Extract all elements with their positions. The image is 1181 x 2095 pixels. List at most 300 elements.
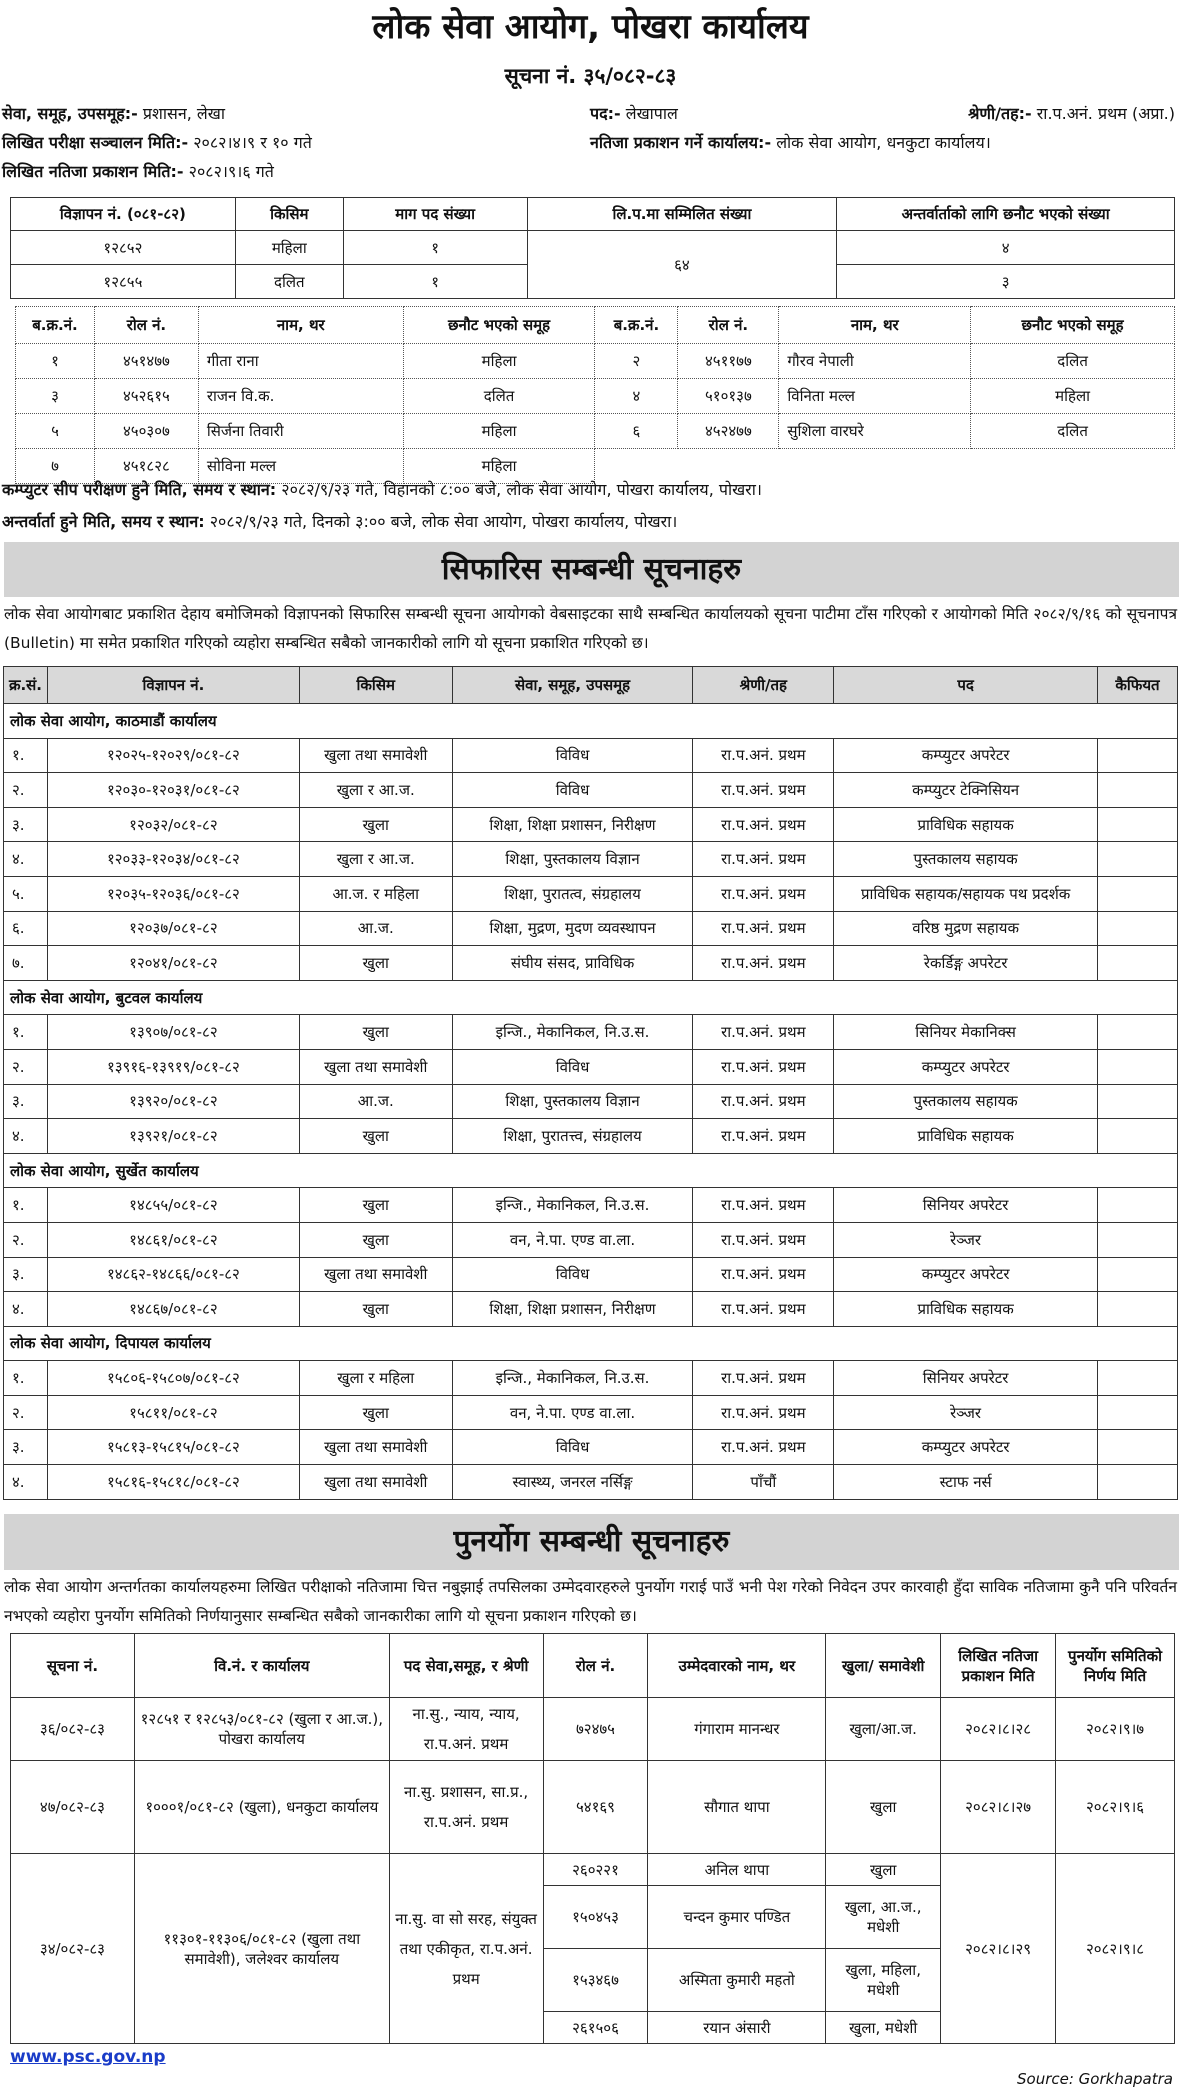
table-cell: ४.: [4, 1292, 48, 1327]
table-cell: सिनियर अपरेटर: [834, 1361, 1098, 1396]
candidate-name: अस्मिता कुमारी महतो: [648, 1949, 826, 2012]
table-cell: रा.प.अनं. प्रथम: [693, 946, 834, 981]
table-cell: वन, ने.पा. एण्ड वा.ला.: [452, 1222, 693, 1257]
table-cell: १४८६१/०८१-८२: [47, 1222, 299, 1257]
table-cell: [1097, 1119, 1177, 1154]
table-row: [4, 1188, 1178, 1223]
decision-date: २०८२।९।६: [1056, 1761, 1175, 1854]
notice-number: सूचना नं. ३५/०८२-८३: [504, 64, 677, 88]
table-cell: १२८५५: [11, 265, 236, 299]
recommendation-paragraph: लोक सेवा आयोगबाट प्रकाशित देहाय बमोजिमको विज्ञापनको सिफारिस सम्बन्धी सूचना आयोगको वेबसाइटका साथै सम्बन्धित कार्यालयको सूचना पाटीमा टाँस गरिएको र आयोगको मिति २०८२/९/१६ को सूचनापत्र (Bulletin) मा समेत प्रकाशित गरिएको व्यहोरा सम्बन्धित सबैको जानकारीको लागि यो सूचना प्रकाशित गरिएको छ।: [4, 605, 1177, 652]
table-cell: खुला: [299, 946, 452, 981]
table-cell: [1097, 1015, 1177, 1050]
table-cell: ६.: [4, 911, 48, 946]
table-row: [4, 738, 1178, 773]
column-header: ब.क्र.नं.: [595, 307, 678, 344]
table-cell: रेकर्डिङ्ग अपरेटर: [834, 946, 1098, 981]
table-cell: ७: [16, 449, 95, 484]
recommendation-table: [3, 666, 1178, 1500]
table-cell: १: [343, 265, 527, 299]
column-header: सेवा, समूह, उपसमूह: [452, 667, 693, 704]
table-cell: [1097, 738, 1177, 773]
candidate-name: सौगात थापा: [648, 1761, 826, 1854]
table-cell: १३९२०/०८१-८२: [47, 1084, 299, 1119]
table-cell: ४५१४७७: [94, 344, 198, 379]
column-header: पद: [834, 667, 1098, 704]
post-value: लेखापाल: [625, 104, 678, 123]
table-cell: [1097, 773, 1177, 808]
table-cell: दलित: [235, 265, 343, 299]
table-cell: ५: [16, 414, 95, 449]
table-row: [4, 1015, 1178, 1050]
table-cell: १२०३२/०८१-८२: [47, 807, 299, 842]
table-cell: १५८११/०८१-८२: [47, 1395, 299, 1430]
review-paragraph: लोक सेवा आयोग अन्तर्गतका कार्यालयहरुमा लिखित परीक्षाको नतिजामा चित्त नबुझाई तपसिलका उम्मेदवारहरुले पुनर्योग गराई पाउँ भनी पेश गरेको निवेदन उपर कारवाही हुँदा साविक नतिजामा कुनै पनि परिवर्तन नभएको व्यहोरा पुनर्योग समितिको निर्णयानुसार सम्बन्धित सबैको जानकारीका लागि यो सूचना प्रकाशन गरिएको छ।: [4, 1578, 1177, 1625]
table-cell: १२०३७/०८१-८२: [47, 911, 299, 946]
table-cell: स्टाफ नर्स: [834, 1465, 1098, 1500]
review-section-title: पुनर्योग सम्बन्धी सूचनाहरु: [4, 1514, 1179, 1570]
candidate-name: चन्दन कुमार पण्डित: [648, 1886, 826, 1949]
service-label: सेवा, समूह, उपसमूह:-: [2, 104, 138, 123]
advertisement-office: १२८५१ र १२८५३/०८१-८२ (खुला र आ.ज.), पोखरा कार्यालय: [134, 1698, 389, 1761]
column-header: किसिम: [299, 667, 452, 704]
table-row: [4, 1222, 1178, 1257]
column-header: अन्तर्वार्ताको लागि छनौट भएको संख्या: [837, 198, 1175, 231]
table-cell: २.: [4, 1395, 48, 1430]
skill-test-info: [2, 478, 762, 500]
roll-number: ७२४७५: [543, 1698, 648, 1761]
table-cell: शिक्षा, शिक्षा प्रशासन, निरीक्षण: [452, 807, 693, 842]
table-cell: [1097, 1222, 1177, 1257]
level-value: रा.प.अनं. प्रथम (अप्रा.): [1036, 104, 1175, 123]
table-cell: रा.प.अनं. प्रथम: [693, 1049, 834, 1084]
column-header: कैफियत: [1097, 667, 1177, 704]
advertisement-office: ११३०१-११३०६/०८१-८२ (खुला तथा समावेशी), जलेश्वर कार्यालय: [134, 1854, 389, 2044]
office-info: [590, 131, 991, 153]
table-cell: २.: [4, 1049, 48, 1084]
table-cell: विविध: [452, 1049, 693, 1084]
table-cell: १५८१३-१५८१५/०८१-८२: [47, 1430, 299, 1465]
header-row: [11, 198, 1175, 231]
table-cell: आ.ज.: [299, 911, 452, 946]
table-cell: १२०४१/०८१-८२: [47, 946, 299, 981]
table-cell: रेञ्जर: [834, 1395, 1098, 1430]
table-cell: खुला तथा समावेशी: [299, 1430, 452, 1465]
table-cell: रा.प.अनं. प्रथम: [693, 1222, 834, 1257]
table-cell: आ.ज. र महिला: [299, 876, 452, 911]
table-cell: सोविना मल्ल: [198, 449, 403, 484]
table-cell: रा.प.अनं. प्रथम: [693, 1430, 834, 1465]
table-cell: १.: [4, 1188, 48, 1223]
table-cell: खुला: [299, 1015, 452, 1050]
office-group-row: [4, 980, 1178, 1015]
table-cell: ३.: [4, 1430, 48, 1465]
table-cell: महिला: [235, 231, 343, 265]
table-row: [4, 1430, 1178, 1465]
table-cell: रा.प.अनं. प्रथम: [693, 1188, 834, 1223]
column-header: उम्मेदवारको नाम, थर: [648, 1634, 826, 1698]
table-cell: १४८६२-१४८६६/०८१-८२: [47, 1257, 299, 1292]
table-row: [4, 1292, 1178, 1327]
table-cell: प्राविधिक सहायक: [834, 1292, 1098, 1327]
column-header: रोल नं.: [543, 1634, 648, 1698]
review-table: [10, 1633, 1175, 2044]
table-cell: २.: [4, 773, 48, 808]
table-cell: शिक्षा, पुस्तकालय विज्ञान: [452, 1084, 693, 1119]
column-header: ब.क्र.नं.: [16, 307, 95, 344]
column-header: सूचना नं.: [11, 1634, 135, 1698]
table-row: [4, 1465, 1178, 1500]
table-cell: रा.प.अनं. प्रथम: [693, 1015, 834, 1050]
table-cell: [1097, 1292, 1177, 1327]
table-cell: रा.प.अनं. प्रथम: [693, 807, 834, 842]
candidates-table: [15, 306, 1175, 484]
table-cell: खुला: [299, 1292, 452, 1327]
table-cell: खुला: [299, 807, 452, 842]
table-cell: पाँचौं: [693, 1465, 834, 1500]
table-row: [16, 344, 1175, 379]
column-header: रोल नं.: [678, 307, 779, 344]
table-row: [4, 807, 1178, 842]
table-cell: प्राविधिक सहायक: [834, 1119, 1098, 1154]
column-header: किसिम: [235, 198, 343, 231]
table-cell: ४५२४७७: [678, 414, 779, 449]
office-name: लोक सेवा आयोग, बुटवल कार्यालय: [4, 980, 1178, 1015]
table-cell: ७.: [4, 946, 48, 981]
table-row: [11, 1854, 1175, 1886]
header-row: [16, 307, 1175, 344]
decision-date: २०८२।९।७: [1056, 1698, 1175, 1761]
table-cell: ३.: [4, 1257, 48, 1292]
table-cell: रा.प.अनं. प्रथम: [693, 842, 834, 877]
candidate-group: खुला/आ.ज.: [826, 1698, 941, 1761]
table-cell: २.: [4, 1222, 48, 1257]
table-cell: विनिता मल्ल: [779, 379, 971, 414]
table-cell: शिक्षा, मुद्रण, मुदण व्यवस्थापन: [452, 911, 693, 946]
skill-test-value: २०८२/९/२३ गते, विहानको ८:०० बजे, लोक सेवा आयोग, पोखरा कार्यालय, पोखरा।: [281, 480, 762, 499]
candidate-group: खुला, मधेशी: [826, 2012, 941, 2044]
table-cell: शिक्षा, पुरातत्त्व, संग्रहालय: [452, 1119, 693, 1154]
interview-label: अन्तर्वार्ता हुने मिति, समय र स्थान:: [2, 512, 205, 531]
candidate-group: खुला, आ.ज., मधेशी: [826, 1886, 941, 1949]
table-cell: १३९०७/०८१-८२: [47, 1015, 299, 1050]
office-group-row: [4, 704, 1178, 739]
table-cell: ३.: [4, 807, 48, 842]
candidate-group: खुला, महिला, मधेशी: [826, 1949, 941, 2012]
result-date: २०८२।८।२९: [941, 1854, 1056, 2044]
decision-date: २०८२।९।८: [1056, 1854, 1175, 2044]
table-cell: रा.प.अनं. प्रथम: [693, 1084, 834, 1119]
table-cell: विविध: [452, 1430, 693, 1465]
table-row: [4, 1119, 1178, 1154]
table-cell: ४: [595, 379, 678, 414]
table-cell: महिला: [403, 344, 595, 379]
candidate-group: खुला: [826, 1761, 941, 1854]
table-cell: महिला: [971, 379, 1175, 414]
table-cell: इन्जि., मेकानिकल, नि.उ.स.: [452, 1188, 693, 1223]
table-cell: रा.प.अनं. प्रथम: [693, 1119, 834, 1154]
table-cell: खुला: [299, 1119, 452, 1154]
column-header: खुला/ समावेशी: [826, 1634, 941, 1698]
table-cell: रा.प.अनं. प्रथम: [693, 1257, 834, 1292]
exam-date-info: [2, 131, 312, 153]
notice-number: ४७/०८२-८३: [11, 1761, 135, 1854]
table-cell: खुला र आ.ज.: [299, 773, 452, 808]
candidate-group: खुला: [826, 1854, 941, 1886]
result-date: २०८२।८।२७: [941, 1761, 1056, 1854]
table-cell: रा.प.अनं. प्रथम: [693, 1292, 834, 1327]
table-cell: ३.: [4, 1084, 48, 1119]
post-service: ना.सु., न्याय, न्याय, रा.प.अनं. प्रथम: [389, 1698, 543, 1761]
column-header: श्रेणी/तह: [693, 667, 834, 704]
table-cell: [1097, 1257, 1177, 1292]
table-cell: ४५०३०७: [94, 414, 198, 449]
column-header: विज्ञापन नं. (०८१-८२): [11, 198, 236, 231]
table-cell: [1097, 876, 1177, 911]
table-cell: खुला र महिला: [299, 1361, 452, 1396]
table-cell: [1097, 1049, 1177, 1084]
table-cell: खुला तथा समावेशी: [299, 738, 452, 773]
table-cell: आ.ज.: [299, 1084, 452, 1119]
table-cell: ६: [595, 414, 678, 449]
table-cell: १३९२१/०८१-८२: [47, 1119, 299, 1154]
candidate-name: रयान अंसारी: [648, 2012, 826, 2044]
roll-number: ५४१६९: [543, 1761, 648, 1854]
notice-number: ३४/०८२-८३: [11, 1854, 135, 2044]
result-date: २०८२।८।२८: [941, 1698, 1056, 1761]
result-value: २०८२।९।६ गते: [188, 162, 274, 181]
result-date-info: [2, 160, 274, 182]
table-cell: सिर्जना तिवारी: [198, 414, 403, 449]
table-cell: रेञ्जर: [834, 1222, 1098, 1257]
column-header: नाम, थर: [198, 307, 403, 344]
table-cell: ४५२६१५: [94, 379, 198, 414]
office-label: नतिजा प्रकाशन गर्ने कार्यालय:-: [590, 133, 772, 152]
table-cell: दलित: [971, 414, 1175, 449]
table-cell: १: [16, 344, 95, 379]
participants-count: ६४: [527, 231, 837, 299]
roll-number: २६१५०६: [543, 2012, 648, 2044]
recommendation-section-title: सिफारिस सम्बन्धी सूचनाहरु: [4, 542, 1179, 597]
office-value: लोक सेवा आयोग, धनकुटा कार्यालय।: [776, 133, 991, 152]
table-row: [4, 946, 1178, 981]
table-cell: कम्प्युटर अपरेटर: [834, 1049, 1098, 1084]
table-cell: वन, ने.पा. एण्ड वा.ला.: [452, 1395, 693, 1430]
table-cell: १२०२५-१२०२९/०८१-८२: [47, 738, 299, 773]
table-cell: १.: [4, 738, 48, 773]
table-cell: १२०३५-१२०३६/०८१-८२: [47, 876, 299, 911]
office-name: लोक सेवा आयोग, काठमाडौं कार्यालय: [4, 704, 1178, 739]
interview-info: [2, 510, 677, 532]
post-label: पद:-: [590, 104, 621, 123]
table-cell: इन्जि., मेकानिकल, नि.उ.स.: [452, 1015, 693, 1050]
table-row: [11, 1698, 1175, 1761]
roll-number: १५३४६७: [543, 1949, 648, 2012]
table-cell: प्राविधिक सहायक: [834, 807, 1098, 842]
column-header: छनौट भएको समूह: [971, 307, 1175, 344]
table-cell: १२०३३-१२०३४/०८१-८२: [47, 842, 299, 877]
table-cell: सिनियर अपरेटर: [834, 1188, 1098, 1223]
table-cell: दलित: [403, 379, 595, 414]
table-cell: शिक्षा, पुरातत्व, संग्रहालय: [452, 876, 693, 911]
table-cell: १४८६७/०८१-८२: [47, 1292, 299, 1327]
table-cell: खुला तथा समावेशी: [299, 1049, 452, 1084]
table-row: [4, 911, 1178, 946]
post-service: ना.सु. वा सो सरह, संयुक्त तथा एकीकृत, रा.प.अनं. प्रथम: [389, 1854, 543, 2044]
table-cell: संघीय संसद, प्राविधिक: [452, 946, 693, 981]
table-cell: राजन वि.क.: [198, 379, 403, 414]
table-cell: विविध: [452, 1257, 693, 1292]
table-cell: गौरव नेपाली: [779, 344, 971, 379]
table-cell: दलित: [971, 344, 1175, 379]
interview-value: २०८२/९/२३ गते, दिनको ३:०० बजे, लोक सेवा आयोग, पोखरा कार्यालय, पोखरा।: [209, 512, 678, 531]
table-row: [4, 1049, 1178, 1084]
table-cell: गीता राना: [198, 344, 403, 379]
candidate-name: अनिल थापा: [648, 1854, 826, 1886]
table-cell: १४८५५/०८१-८२: [47, 1188, 299, 1223]
office-name: लोक सेवा आयोग, दिपायल कार्यालय: [4, 1326, 1178, 1361]
roll-number: १५०४५३: [543, 1886, 648, 1949]
advertisement-office: १०००१/०८१-८२ (खुला), धनकुटा कार्यालय: [134, 1761, 389, 1854]
header-row: [11, 1634, 1175, 1698]
table-cell: पुस्तकालय सहायक: [834, 1084, 1098, 1119]
table-cell: शिक्षा, शिक्षा प्रशासन, निरीक्षण: [452, 1292, 693, 1327]
table-cell: खुला तथा समावेशी: [299, 1465, 452, 1500]
column-header: पद सेवा,समूह, र श्रेणी: [389, 1634, 543, 1698]
table-cell: सुशिला वारघरे: [779, 414, 971, 449]
table-cell: स्वास्थ्य, जनरल नर्सिङ्ग: [452, 1465, 693, 1500]
result-label: लिखित नतिजा प्रकाशन मिति:-: [2, 162, 184, 181]
summary-table: [10, 197, 1175, 299]
table-cell: रा.प.अनं. प्रथम: [693, 911, 834, 946]
column-header: विज्ञापन नं.: [47, 667, 299, 704]
table-cell: महिला: [403, 414, 595, 449]
skill-test-label: कम्प्युटर सीप परीक्षण हुने मिति, समय र स्थान:: [2, 480, 277, 499]
table-cell: सिनियर मेकानिक्स: [834, 1015, 1098, 1050]
table-row: [4, 842, 1178, 877]
table-cell: रा.प.अनं. प्रथम: [693, 876, 834, 911]
table-cell: खुला: [299, 1395, 452, 1430]
table-cell: १५८१६-१५८१८/०८१-८२: [47, 1465, 299, 1500]
candidate-name: गंगाराम मानन्धर: [648, 1698, 826, 1761]
table-cell: प्राविधिक सहायक/सहायक पथ प्रदर्शक: [834, 876, 1098, 911]
table-cell: [1097, 1465, 1177, 1500]
column-header: लि.प.मा सम्मिलित संख्या: [527, 198, 837, 231]
table-row: [11, 231, 1175, 265]
exam-value: २०८२।४।९ र १० गते: [193, 133, 312, 152]
level-info: [968, 102, 1175, 124]
table-cell: खुला: [299, 1222, 452, 1257]
table-row: [4, 876, 1178, 911]
table-row: [16, 414, 1175, 449]
table-cell: महिला: [403, 449, 595, 484]
notice-number: ३६/०८२-८३: [11, 1698, 135, 1761]
table-cell: कम्प्युटर अपरेटर: [834, 1257, 1098, 1292]
table-cell: १: [343, 231, 527, 265]
table-cell: ५.: [4, 876, 48, 911]
column-header: वि.नं. र कार्यालय: [134, 1634, 389, 1698]
table-cell: कम्प्युटर अपरेटर: [834, 738, 1098, 773]
table-cell: १.: [4, 1361, 48, 1396]
table-cell: रा.प.अनं. प्रथम: [693, 1395, 834, 1430]
table-cell: विविध: [452, 773, 693, 808]
office-group-row: [4, 1326, 1178, 1361]
table-cell: ४.: [4, 842, 48, 877]
table-cell: ४: [837, 231, 1175, 265]
table-cell: वरिष्ठ मुद्रण सहायक: [834, 911, 1098, 946]
table-cell: ४.: [4, 1465, 48, 1500]
column-header: क्र.सं.: [4, 667, 48, 704]
table-cell: रा.प.अनं. प्रथम: [693, 773, 834, 808]
table-cell: ५१०१३७: [678, 379, 779, 414]
column-header: छनौट भएको समूह: [403, 307, 595, 344]
table-cell: [1097, 807, 1177, 842]
table-row: [4, 1361, 1178, 1396]
table-cell: विविध: [452, 738, 693, 773]
table-cell: १२०३०-१२०३१/०८१-८२: [47, 773, 299, 808]
column-header: लिखित नतिजा प्रकाशन मिति: [941, 1634, 1056, 1698]
table-cell: कम्प्युटर टेक्निसियन: [834, 773, 1098, 808]
table-cell: [1097, 911, 1177, 946]
office-name: लोक सेवा आयोग, सुर्खेत कार्यालय: [4, 1153, 1178, 1188]
table-cell: खुला र आ.ज.: [299, 842, 452, 877]
roll-number: २६०२२१: [543, 1854, 648, 1886]
column-header: माग पद संख्या: [343, 198, 527, 231]
table-cell: [1097, 1395, 1177, 1430]
table-cell: कम्प्युटर अपरेटर: [834, 1430, 1098, 1465]
header-row: [4, 667, 1178, 704]
table-cell: रा.प.अनं. प्रथम: [693, 1361, 834, 1396]
table-cell: [1097, 842, 1177, 877]
table-cell: खुला तथा समावेशी: [299, 1257, 452, 1292]
table-cell: ३: [837, 265, 1175, 299]
column-header: नाम, थर: [779, 307, 971, 344]
table-row: [4, 773, 1178, 808]
table-cell: २: [595, 344, 678, 379]
post-info: [590, 102, 678, 124]
exam-label: लिखित परीक्षा सञ्चालन मिति:-: [2, 133, 189, 152]
table-cell: १३९१६-१३९१९/०८१-८२: [47, 1049, 299, 1084]
table-cell: इन्जि., मेकानिकल, नि.उ.स.: [452, 1361, 693, 1396]
table-cell: शिक्षा, पुस्तकालय विज्ञान: [452, 842, 693, 877]
table-cell: ४५१८२८: [94, 449, 198, 484]
table-cell: १.: [4, 1015, 48, 1050]
table-cell: खुला: [299, 1188, 452, 1223]
table-cell: १२८५२: [11, 231, 236, 265]
level-label: श्रेणी/तह:-: [968, 104, 1032, 123]
service-info: [2, 102, 225, 124]
page-title: लोक सेवा आयोग, पोखरा कार्यालय: [372, 7, 809, 47]
table-cell: ४.: [4, 1119, 48, 1154]
column-header: रोल नं.: [94, 307, 198, 344]
table-cell: [1097, 1084, 1177, 1119]
source-credit: Source: Gorkhapatra: [1017, 2070, 1173, 2088]
table-row: [16, 379, 1175, 414]
table-cell: ३: [16, 379, 95, 414]
table-row: [4, 1395, 1178, 1430]
table-cell: [1097, 1188, 1177, 1223]
table-cell: रा.प.अनं. प्रथम: [693, 738, 834, 773]
table-cell: [1097, 1430, 1177, 1465]
table-cell: १५८०६-१५८०७/०८१-८२: [47, 1361, 299, 1396]
website-link[interactable]: www.psc.gov.np: [10, 2047, 166, 2067]
post-service: ना.सु. प्रशासन, सा.प्र., रा.प.अनं. प्रथम: [389, 1761, 543, 1854]
table-cell: ४५११७७: [678, 344, 779, 379]
table-row: [11, 1761, 1175, 1854]
table-cell: [1097, 1361, 1177, 1396]
service-value: प्रशासन, लेखा: [142, 104, 225, 123]
table-row: [4, 1084, 1178, 1119]
